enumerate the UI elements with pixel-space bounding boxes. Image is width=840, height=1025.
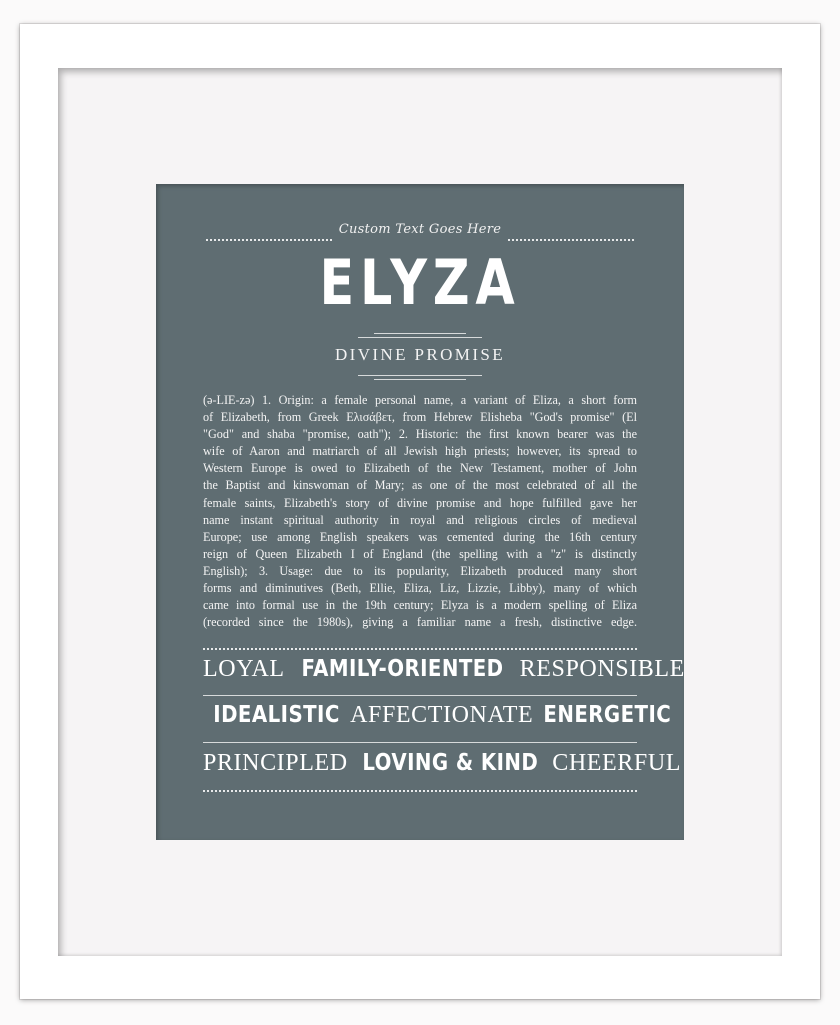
trait-word: CHEERFUL [552, 750, 682, 776]
custom-text: Custom Text Goes Here [338, 222, 502, 237]
picture-frame [20, 24, 820, 999]
meaning-bottom-rule [358, 375, 482, 376]
meaning-top-rule [374, 333, 466, 334]
top-left-dotted-rule [206, 239, 332, 241]
name-title: ELYZA [319, 246, 521, 319]
meaning-bottom-rule-2 [374, 379, 466, 380]
name-meaning: DIVINE PROMISE [334, 345, 506, 364]
definition-line: (recorded since the 1980s), giving a familiar name a fresh, distinctive edge. [203, 615, 637, 630]
trait-divider [203, 695, 637, 696]
meaning-top-rule-2 [358, 337, 482, 338]
frame-mat [58, 68, 782, 956]
definition-line: came into formal use in the 19th century; Elyza is a modern spelling of Eliza [203, 598, 637, 613]
name-print [156, 184, 684, 840]
definition-line: "God" and shaba "promise, oath"); 2. Historic: the first known bearer was the [203, 427, 637, 442]
definition-line: Europe; use among English speakers was cemented during the 16th century [203, 529, 637, 544]
top-right-dotted-rule [508, 239, 634, 241]
definition-line: of Elizabeth, from Greek Ελισάβετ, from Hebrew Elisheba "God's promise" (El [203, 410, 637, 425]
trait-word: ENERGETIC [543, 702, 672, 728]
definition-line: Western Europe is owed to Elizabeth of the New Testament, mother of John [203, 461, 637, 476]
trait-word: LOYAL [203, 656, 285, 682]
definition-line: the Baptist and kinswoman of Mary; as one of the most celebrated of all the [203, 478, 637, 493]
definition-line: English); 3. Usage: due to its popularity, Elizabeth produced many short [203, 563, 637, 578]
definition-line: (ə-LIE-zə) 1. Origin: a female personal name, a variant of Eliza, a short form [203, 393, 637, 407]
trait-divider [203, 742, 637, 743]
traits-top-dotted-rule [203, 648, 637, 650]
definition-line: name instant spiritual authority in royal and religious circles of medieval [203, 512, 637, 527]
trait-word: IDEALISTIC [213, 702, 340, 728]
trait-word: RESPONSIBLE [519, 656, 685, 682]
name-definition [203, 392, 637, 631]
trait-word: AFFECTIONATE [350, 702, 534, 728]
trait-word: LOVING & KIND [362, 750, 538, 776]
trait-word: FAMILY-ORIENTED [301, 656, 504, 682]
trait-word: PRINCIPLED [203, 750, 348, 776]
trait-row-1 [203, 656, 685, 692]
definition-line: female saints, Elizabeth's story of divine promise and hope fulfilled gave her [203, 495, 637, 510]
traits-bottom-dotted-rule [203, 790, 637, 792]
trait-row-3 [203, 750, 682, 786]
definition-line: wife of Aaron and matriarch of all Jewish high priests; however, its spread to [203, 444, 637, 459]
definition-line: forms and diminutives (Beth, Ellie, Eliza, Liz, Lizzie, Libby), many of which [203, 581, 637, 596]
trait-row-2 [203, 702, 672, 738]
definition-line: reign of Queen Elizabeth I of England (the spelling with a "z" is distinctly [203, 546, 637, 561]
